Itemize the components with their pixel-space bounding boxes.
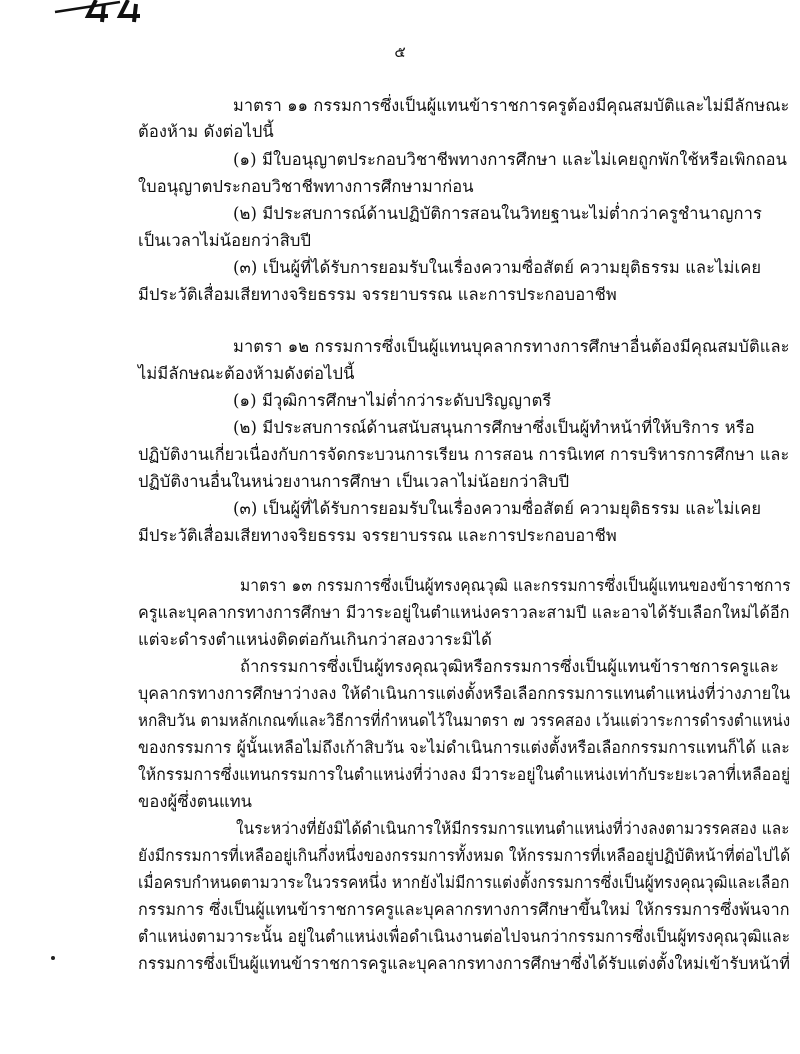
section-13-paragraph-3-line-5: ตำแหน่งตามวาระนั้น อยู่ในตำแหน่งเพื่อดำเนินงานต่อไปจนกว่ากรรมการซึ่งเป็นผู้ทรงคุณวุฒิและ: [138, 927, 791, 946]
section-11-item-3-continuation: มีประวัติเสื่อมเสียทางจริยธรรม จรรยาบรรณ และการประกอบอาชีพ: [138, 285, 617, 304]
section-11-item-1-continuation: ใบอนุญาตประกอบวิชาชีพทางการศึกษามาก่อน: [138, 177, 474, 196]
handwritten-page-mark: [0, 0, 190, 26]
section-13-paragraph-2-line-2: บุคลากรทางการศึกษาว่างลง ให้ดำเนินการแต่งตั้งหรือเลือกกรรมการแทนตำแหน่งที่ว่างภายใน: [138, 684, 791, 703]
section-12-item-2-continuation: ปฏิบัติงานเกี่ยวเนื่องกับการจัดกระบวนการเรียน การสอน การนิเทศ การบริหารการศึกษา และ: [138, 445, 790, 464]
section-12-item-3-continuation: มีประวัติเสื่อมเสียทางจริยธรรม จรรยาบรรณ และการประกอบอาชีพ: [138, 526, 617, 545]
section-13-paragraph-3-line-4: กรรมการ ซึ่งเป็นผู้แทนข้าราชการครูและบุคลากรทางการศึกษาขึ้นใหม่ ให้กรรมการซึ่งพ้นจาก: [138, 900, 790, 919]
section-13-paragraph-3-line-1: ในระหว่างที่ยังมิได้ดำเนินการให้มีกรรมการแทนตำแหน่งที่ว่างลงตามวรรคสอง และ: [236, 819, 790, 838]
section-12-item-3: (๓) เป็นผู้ที่ได้รับการยอมรับในเรื่องความซื่อสัตย์ ความยุติธรรม และไม่เคย: [233, 499, 762, 518]
section-13-paragraph-2-line-4: ของกรรมการ ผู้นั้นเหลือไม่ถึงเก้าสิบวัน จะไม่ดำเนินการแต่งตั้งหรือเลือกกรรมการแทนก็ได้ และ: [138, 738, 790, 757]
section-13-paragraph-3-line-6: กรรมการซึ่งเป็นผู้แทนข้าราชการครูและบุคลากรทางการศึกษาซึ่งได้รับแต่งตั้งใหม่เข้ารับหน้าที่: [138, 954, 791, 973]
section-13-paragraph-3-line-2: ยังมีกรรมการที่เหลืออยู่เกินกึ่งหนึ่งของกรรมการทั้งหมด ให้กรรมการที่เหลืออยู่ปฏิบัติหน้าที่ต่อไปได้: [138, 846, 791, 865]
section-13-heading-continuation: ครูและบุคลากรทางการศึกษา มีวาระอยู่ในตำแหน่งคราวละสามปี และอาจได้รับเลือกใหม่ได้อีก: [138, 603, 790, 622]
scan-speck: [50, 955, 56, 961]
section-13-paragraph-3-line-3: เมื่อครบกำหนดตามวาระในวรรคหนึ่ง หากยังไม่มีการแต่งตั้งกรรมการซึ่งเป็นผู้ทรงคุณวุฒิและเลือก: [138, 873, 790, 892]
page-number: ๕: [394, 43, 406, 61]
section-12-item-2-continuation-2: ปฏิบัติงานอื่นในหน่วยงานการศึกษา เป็นเวลาไม่น้อยกว่าสิบปี: [138, 472, 570, 491]
section-13-paragraph-2-line-6: ของผู้ซึ่งตนแทน: [138, 792, 253, 811]
section-12-item-1: (๑) มีวุฒิการศึกษาไม่ต่ำกว่าระดับปริญญาตรี: [233, 391, 552, 410]
section-11-heading-line: มาตรา ๑๑ กรรมการซึ่งเป็นผู้แทนข้าราชการครูต้องมีคุณสมบัติและไม่มีลักษณะ: [233, 96, 790, 115]
section-12-item-2: (๒) มีประสบการณ์ด้านสนับสนุนการศึกษาซึ่งเป็นผู้ทำหน้าที่ให้บริการ หรือ: [233, 418, 755, 437]
section-11-item-2-continuation: เป็นเวลาไม่น้อยกว่าสิบปี: [138, 231, 312, 250]
section-13-paragraph-2-line-3: หกสิบวัน ตามหลักเกณฑ์และวิธีการที่กำหนดไว้ในมาตรา ๗ วรรคสอง เว้นแต่วาระการดำรงตำแหน่ง: [138, 711, 791, 730]
section-11-item-1: (๑) มีใบอนุญาตประกอบวิชาชีพทางการศึกษา และไม่เคยถูกพักใช้หรือเพิกถอน: [233, 150, 788, 169]
section-13-paragraph-2-line-1: ถ้ากรรมการซึ่งเป็นผู้ทรงคุณวุฒิหรือกรรมการซึ่งเป็นผู้แทนข้าราชการครูและ: [240, 657, 779, 676]
section-12-heading-line: มาตรา ๑๒ กรรมการซึ่งเป็นผู้แทนบุคลากรทางการศึกษาอื่นต้องมีคุณสมบัติและ: [233, 337, 790, 356]
section-11-item-3: (๓) เป็นผู้ที่ได้รับการยอมรับในเรื่องความซื่อสัตย์ ความยุติธรรม และไม่เคย: [233, 258, 762, 277]
section-13-heading-line: มาตรา ๑๓ กรรมการซึ่งเป็นผู้ทรงคุณวุฒิ และกรรมการซึ่งเป็นผู้แทนของข้าราชการ: [240, 576, 791, 595]
section-13-heading-continuation-2: แต่จะดำรงตำแหน่งติดต่อกันเกินกว่าสองวาระมิได้: [138, 630, 492, 649]
section-13-paragraph-2-line-5: ให้กรรมการซึ่งแทนกรรมการในตำแหน่งที่ว่างลง มีวาระอยู่ในตำแหน่งเท่ากับระยะเวลาที่เหลืออยู่: [138, 765, 791, 784]
section-11-item-2: (๒) มีประสบการณ์ด้านปฏิบัติการสอนในวิทยฐานะไม่ต่ำกว่าครูชำนาญการ: [233, 204, 762, 223]
section-12-heading-continuation: ไม่มีลักษณะต้องห้ามดังต่อไปนี้: [138, 364, 355, 383]
section-11-heading-continuation: ต้องห้าม ดังต่อไปนี้: [138, 122, 274, 141]
